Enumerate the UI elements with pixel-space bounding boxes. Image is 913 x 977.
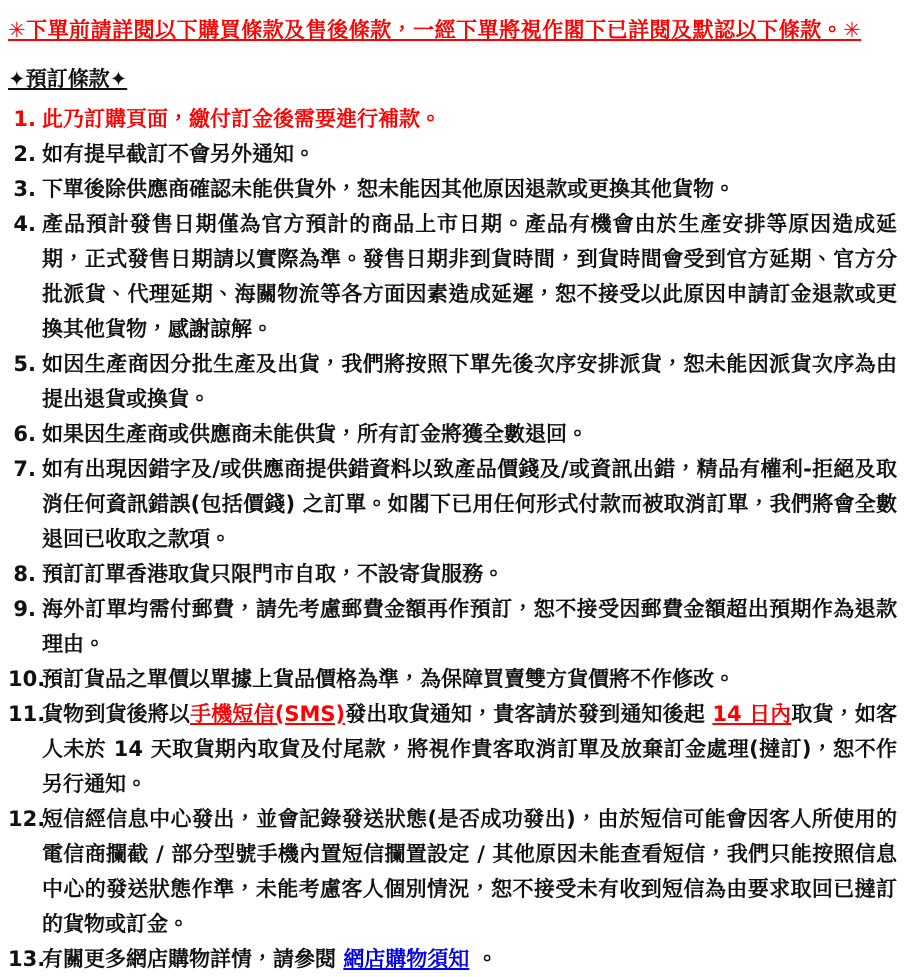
term-item-13: [8, 942, 897, 977]
term-text: 。: [469, 947, 498, 971]
term-number: 9.: [13, 597, 36, 621]
term-text: 有關更多網店購物詳情，請參閱: [42, 947, 344, 971]
term-item-12: [8, 802, 897, 942]
term-text: 海外訂單均需付郵費，請先考慮郵費金額再作預訂，恕不接受因郵費金額超出預期作為退款理由。: [42, 597, 897, 656]
term-text: 取貨，如客人未於 14 天取貨期內取貨及付尾款，將視作貴客取消訂單及放棄訂金處理(撻訂)，恕不作另行通知。: [42, 702, 898, 796]
term-text: 如果因生產商或供應商未能供貨，所有訂金將獲全數退回。: [42, 422, 588, 446]
term-number: 7.: [13, 457, 36, 481]
term-item-10: [8, 662, 897, 697]
pickup-deadline-highlight: 14 日內: [712, 702, 792, 726]
sms-highlight: 手機短信(SMS): [190, 702, 346, 726]
term-text: 產品預計發售日期僅為官方預計的商品上市日期。產品有機會由於生產安排等原因造成延期，正式發售日期請以實際為準。發售日期非到貨時間，到貨時間會受到官方延期、官方分批派貨、代理延期、海關物流等各方面因素造成延遲，恕不接受以此原因申請訂金退款或更換其他貨物，感謝諒解。: [42, 212, 897, 341]
terms-list: [8, 102, 897, 977]
term-item-9: [8, 592, 897, 662]
term-item-2: [8, 137, 897, 172]
term-number: 1.: [13, 107, 36, 131]
term-number: 6.: [13, 422, 36, 446]
pre-order-notice-header: ✳下單前請詳閱以下購買條款及售後條款，一經下單將視作閣下已詳閱及默認以下條款。✳: [8, 18, 862, 42]
term-text: 貨物到貨後將以: [42, 702, 191, 726]
term-number: 2.: [13, 142, 36, 166]
term-item-5: [8, 347, 897, 417]
term-item-3: [8, 172, 897, 207]
term-item-6: [8, 417, 897, 452]
term-text: 此乃訂購頁面，繳付訂金後需要進行補款。: [42, 107, 441, 131]
term-number: 12.: [8, 807, 46, 831]
term-item-8: [8, 557, 897, 592]
term-item-1: [8, 102, 897, 137]
term-item-7: [8, 452, 897, 557]
term-number: 8.: [13, 562, 36, 586]
term-number: 4.: [13, 212, 36, 236]
term-text: 發出取貨通知，貴客請於發到通知後起: [345, 702, 713, 726]
term-number: 5.: [13, 352, 36, 376]
term-number: 11.: [8, 702, 46, 726]
term-text: 短信經信息中心發出，並會記錄發送狀態(是否成功發出)，由於短信可能會因客人所使用的電信商攔截 / 部分型號手機內置短信攔置設定 / 其他原因未能查看短信，我們只能按照信息中心的發送狀態作準，未能考慮客人個別情況，恕不接受未有收到短信為由要求取回已撻訂的貨物或訂金。: [42, 807, 897, 936]
section-title-preorder-terms: ✦預訂條款✦: [8, 67, 128, 91]
term-item-11: [8, 697, 897, 802]
term-text: 如因生產商因分批生產及出貨，我們將按照下單先後次序安排派貨，恕未能因派貨次序為由提出退貨或換貨。: [42, 352, 897, 411]
term-text: 如有提早截訂不會另外通知。: [42, 142, 315, 166]
term-number: 10.: [8, 667, 46, 691]
term-text: 下單後除供應商確認未能供貨外，恕未能因其他原因退款或更換其他貨物。: [42, 177, 735, 201]
term-number: 3.: [13, 177, 36, 201]
term-number: 13.: [8, 947, 46, 971]
term-text: 如有出現因錯字及/或供應商提供錯資料以致產品價錢及/或資訊出錯，精品有權利-拒絕及取消任何資訊錯誤(包括價錢) 之訂單。如閣下已用任何形式付款而被取消訂單，我們將會全數退回已收取之款項。: [42, 457, 897, 551]
term-text: 預訂訂單香港取貨只限門市自取，不設寄貨服務。: [42, 562, 504, 586]
shop-guide-link[interactable]: 網店購物須知: [343, 947, 470, 971]
term-text: 預訂貨品之單價以單據上貨品價格為準，為保障買賣雙方貨價將不作修改。: [42, 667, 735, 691]
term-item-4: [8, 207, 897, 347]
